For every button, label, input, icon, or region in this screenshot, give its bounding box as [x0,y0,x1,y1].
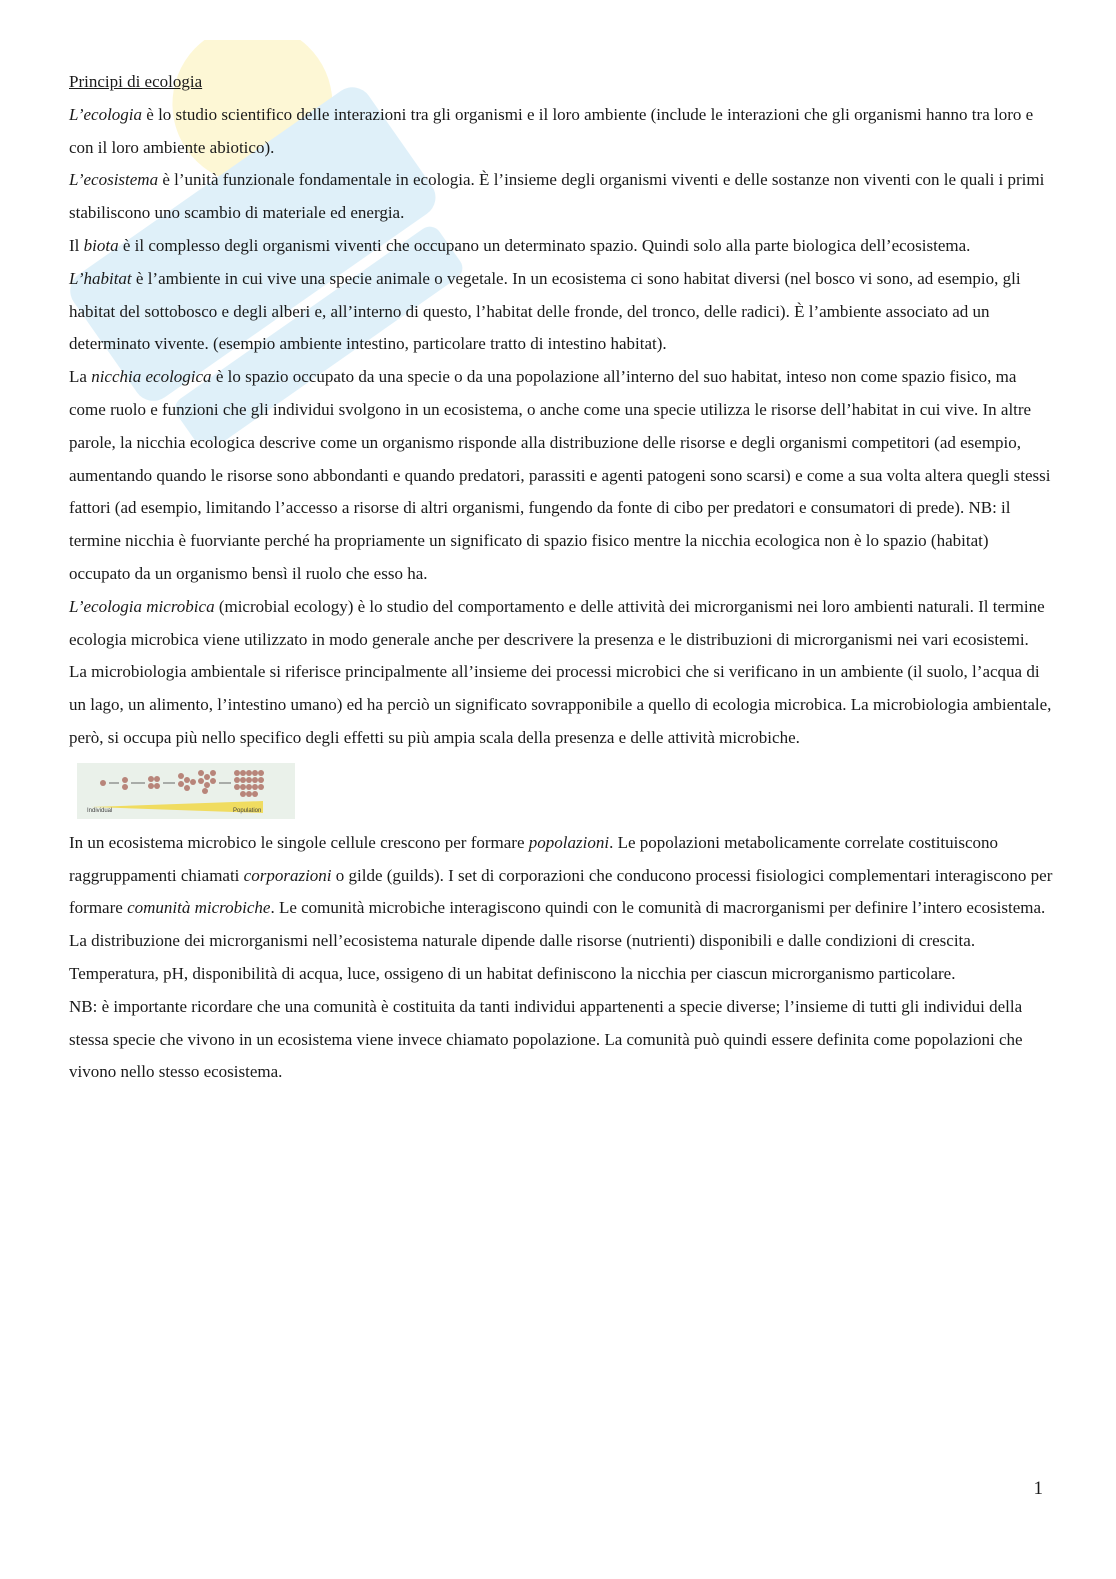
paragraph-ecosistema: L’ecosistema è l’unità funzionale fondamentale in ecologia. È l’insieme degli organismi viventi e delle sostanze non viventi con le quali i primi stabiliscono uno scambio di materiale ed energia. [69,170,1045,223]
term-comunita-microbiche: comunità microbiche [127,898,271,918]
term-corporazioni: corporazioni [243,865,332,885]
label-individual: Individual [87,807,113,814]
term-ecosistema: L’ecosistema [69,170,159,190]
paragraph-ecosistema-microbico: In un ecosistema microbico le singole cellule crescono per formare popolazioni. Le popolazioni metabolicamente correlate costituiscono raggruppamenti chiamati corporazioni o gilde (guilds). I set di corporazioni che conducono processi fisiologici complementari interagiscono per formare comunità microbiche. Le comunità microbiche interagiscono quindi con le comunità di macrorganismi per definire l’intero ecosistema. La distribuzione dei microrganismi nell’ecosistema naturale dipende dalle risorse (nutrienti) disponibili e dalle condizioni di crescita. Temperatura, pH, disponibilità di acqua, luce, ossigeno di un habitat definiscono la nicchia per ciascun microrganismo particolare. [69,832,1053,983]
paragraph-nb-comunita: NB: è importante ricordare che una comunità è costituita da tanti individui appartenenti a specie diverse; l’insieme di tutti gli individui della stessa specie che vivono in un ecosistema viene invece chiamato popolazione. La comunità può quindi essere definita come popolazioni che vivono nello stesso ecosistema. [69,996,1023,1082]
figure-image [77,763,295,819]
term-ecologia: L’ecologia [69,104,143,124]
paragraph-biota: Il biota è il complesso degli organismi viventi che occupano un determinato spazio. Quindi solo alla parte biologica dell’ecosistema. [69,235,971,255]
term-habitat: L’habitat [69,268,132,288]
paragraph-ecologia-microbica: L’ecologia microbica (microbial ecology) è lo studio del comportamento e delle attività dei microrganismi nei loro ambienti naturali. Il termine ecologia microbica viene utilizzato in modo generale anche per descrivere la presenza e le distribuzioni di microrganismi nei vari ecosistemi. [69,596,1045,649]
paragraph-habitat: L’habitat è l’ambiente in cui vive una specie animale o vegetale. In un ecosistema ci sono habitat diversi (nel bosco vi sono, ad esempio, gli habitat del sottobosco e degli alberi e, all’interno di questo, l’habitat delle fronde, del tronco, delle radici). È l’ambiente associato ad un determinato vivente. (esempio ambiente intestino, particolare tratto di intestino habitat). [69,268,1021,354]
document-body [69,66,1054,1089]
term-biota: biota [83,235,119,255]
term-ecologia-microbica: L’ecologia microbica [69,596,215,616]
paragraph-ecologia: L’ecologia è lo studio scientifico delle interazioni tra gli organismi e il loro ambiente (include le interazioni che gli organismi hanno tra loro e con il loro ambiente abiotico). [69,104,1034,157]
paragraph-nicchia: La nicchia ecologica è lo spazio occupato da una specie o da una popolazione all’interno del suo habitat, inteso non come spazio fisico, ma come ruolo e funzioni che gli individui svolgono in un ecosistema, o anche come una specie utilizza le risorse dell’habitat in cui vive. In altre parole, la nicchia ecologica descrive come un organismo risponde alla distribuzione delle risorse e degli organismi competitori (ad esempio, aumentando quando le risorse sono abbondanti e quando predatori, parassiti e agenti patogeni sono scarsi) e come a sua volta altera quegli stessi fattori (ad esempio, limitando l’accesso a risorse di altri organismi, fungendo da fonte di cibo per predatori e consumatori di prede). NB: il termine nicchia è fuorviante perché ha propriamente un significato di spazio fisico mentre la nicchia ecologica non è lo spazio (habitat) occupato da un organismo bensì il ruolo che esso ha. [69,367,1051,583]
page-title: Principi di ecologia [69,72,203,91]
paragraph-microbiologia-ambientale: La microbiologia ambientale si riferisce principalmente all’insieme dei processi microbici che si verificano in un ambiente (il suolo, l’acqua di un lago, un alimento, l’intestino umano) ed ha perciò un significato sovrapponibile a quello di ecologia microbica. La microbiologia ambientale, però, si occupa più nello specifico degli effetti su più ampia scala della presenza e delle attività microbiche. [69,662,1052,747]
page-number: 1 [1033,1478,1043,1499]
individual-to-population-figure [69,755,1054,827]
term-nicchia-ecologica: nicchia ecologica [91,367,212,387]
term-popolazioni: popolazioni [528,832,610,852]
label-population: Population [233,807,262,814]
